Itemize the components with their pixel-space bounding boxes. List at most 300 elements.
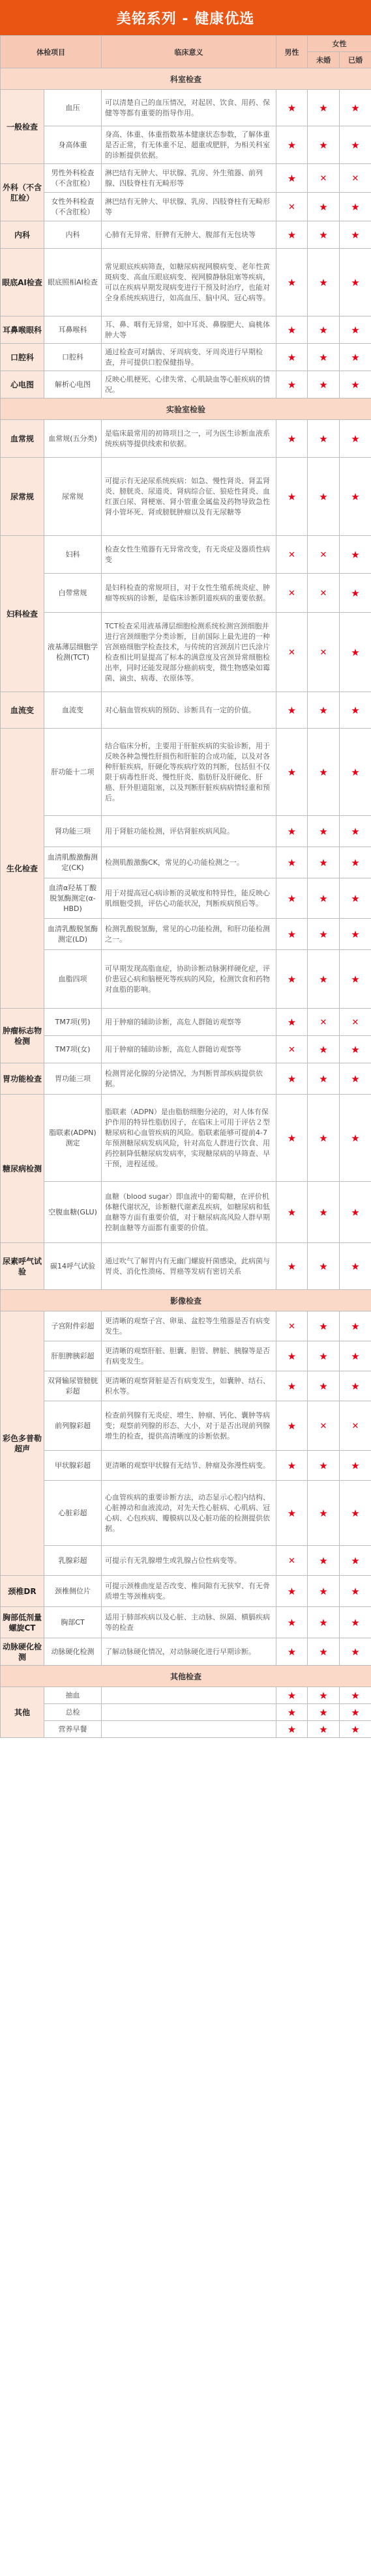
unmarried-mark: [308, 613, 340, 692]
item-cell: 甲状腺彩超: [44, 1451, 102, 1481]
unmarried-mark: [308, 1063, 340, 1095]
item-cell: 身高体重: [44, 126, 102, 164]
meaning-cell: 血糖（blood sugar）即血液中的葡萄糖，在评价机体糖代谢状况，诊断糖代谢紊乱疾病，如糖尿病和低血糖等方面有重要价值，对于糖尿病高风险人群早期控制血糖等方面都有重要的价值。: [102, 1182, 276, 1243]
table-row: [1, 847, 371, 878]
item-cell: 女性外科检查（不含肛检）: [44, 193, 102, 221]
table-row: [1, 164, 371, 193]
item-cell: 血清肌酸激酶测定(CK): [44, 847, 102, 878]
star-mark-icon: ★: [319, 928, 328, 940]
table-row: [1, 1546, 371, 1576]
star-mark-icon: ★: [287, 1072, 297, 1085]
table-row: [1, 420, 371, 458]
table-row: [1, 316, 371, 344]
meaning-cell: 反映心肌梗死、心律失常、心肌缺血等心脏疾病的情况。: [102, 371, 276, 399]
unmarried-mark: [308, 729, 340, 816]
table-row: [1, 1607, 371, 1638]
cross-mark-icon: ✕: [288, 1556, 295, 1566]
table-row: [1, 1063, 371, 1095]
star-mark-icon: ★: [287, 351, 297, 363]
table-row: [1, 1576, 371, 1607]
table-row: [1, 1095, 371, 1182]
star-mark-icon: ★: [287, 1645, 297, 1658]
star-mark-icon: ★: [351, 229, 360, 241]
unmarried-mark: [308, 847, 340, 878]
star-mark-icon: ★: [351, 324, 360, 336]
item-cell: 空腹血糖(GLU): [44, 1182, 102, 1243]
header-meaning: 临床意义: [102, 36, 276, 68]
category-cell: 动脉硬化检测: [1, 1638, 44, 1666]
meaning-cell: 身高、体重、体重指数基本健康状态参数，了解体重是否正常，有无体重不足、超重或肥胖，为相关科室的诊断提供依据。: [102, 126, 276, 164]
married-mark: [340, 1638, 371, 1666]
unmarried-mark: [308, 574, 340, 613]
meaning-cell: 可提示颈椎曲度是否改变、椎间隙有无狭窄、有无骨质增生等颈椎病变。: [102, 1576, 276, 1607]
male-mark: [276, 1182, 308, 1243]
table-row: [1, 221, 371, 249]
married-mark: [340, 1095, 371, 1182]
star-mark-icon: ★: [319, 276, 328, 288]
meaning-cell: 了解动脉硬化情况，对动脉硬化进行早期诊断。: [102, 1638, 276, 1666]
star-mark-icon: ★: [351, 973, 360, 985]
star-mark-icon: ★: [319, 825, 328, 837]
married-mark: [340, 536, 371, 574]
married-mark: [340, 574, 371, 613]
unmarried-mark: [308, 1546, 340, 1576]
section-row: [1, 68, 371, 90]
star-mark-icon: ★: [319, 892, 328, 904]
category-cell: 妇科检查: [1, 536, 44, 692]
male-mark: [276, 1311, 308, 1341]
unmarried-mark: [308, 344, 340, 371]
header-unmarried: 未婚: [308, 52, 340, 68]
meaning-cell: TCT检查采用液基薄层细胞检测系统检测宫颈细胞并进行宫颈细胞学分类诊断，目前国际上最先进的一种宫颈癌细胞学检查技术，与传统的宫颈刮片巴氏涂片检查相比明显提高了标本的满意度及宫颈异常细胞检出率，同时还能发现部分癌前病变，微生物感染如霉菌、滴虫、病毒、衣原体等。: [102, 613, 276, 692]
category-cell: 胃功能检查: [1, 1063, 44, 1095]
married-mark: [340, 420, 371, 458]
item-cell: 前列腺彩超: [44, 1401, 102, 1451]
meaning-cell: 是妇科检查的常规项目，对于女性生殖系统炎症、肿瘤等疾病的诊断，是临床诊断阴道疾病的重要依据。: [102, 574, 276, 613]
unmarried-mark: [308, 90, 340, 126]
item-cell: TM7项(女): [44, 1036, 102, 1063]
header-female: 女性: [308, 36, 371, 52]
male-mark: [276, 249, 308, 316]
item-cell: 妇科: [44, 536, 102, 574]
star-mark-icon: ★: [287, 378, 297, 391]
star-mark-icon: ★: [351, 1132, 360, 1144]
item-cell: 男性外科检查（不含肛检）: [44, 164, 102, 193]
married-mark: [340, 1721, 371, 1738]
star-mark-icon: ★: [287, 1585, 297, 1597]
star-mark-icon: ★: [351, 432, 360, 445]
star-mark-icon: ★: [319, 1689, 328, 1701]
male-mark: [276, 90, 308, 126]
star-mark-icon: ★: [319, 1320, 328, 1332]
star-mark-icon: ★: [287, 1132, 297, 1144]
male-mark: [276, 316, 308, 344]
male-mark: [276, 574, 308, 613]
star-mark-icon: ★: [351, 1616, 360, 1629]
male-mark: [276, 1607, 308, 1638]
item-cell: 总检: [44, 1704, 102, 1721]
item-cell: 口腔科: [44, 344, 102, 371]
star-mark-icon: ★: [287, 276, 297, 288]
category-cell: 口腔科: [1, 344, 44, 371]
married-mark: [340, 371, 371, 399]
star-mark-icon: ★: [319, 1554, 328, 1567]
cross-mark-icon: ✕: [351, 173, 359, 184]
star-mark-icon: ★: [351, 102, 360, 114]
male-mark: [276, 1546, 308, 1576]
male-mark: [276, 458, 308, 536]
table-row: [1, 950, 371, 1009]
star-mark-icon: ★: [287, 490, 297, 503]
male-mark: [276, 420, 308, 458]
meaning-cell: 淋巴结有无肿大、甲状腺、乳房、四肢脊柱有无畸形等: [102, 193, 276, 221]
unmarried-mark: [308, 249, 340, 316]
category-cell: 心电图: [1, 371, 44, 399]
married-mark: [340, 729, 371, 816]
header-married: 已婚: [340, 52, 371, 68]
star-mark-icon: ★: [351, 1350, 360, 1362]
married-mark: [340, 164, 371, 193]
married-mark: [340, 1607, 371, 1638]
star-mark-icon: ★: [319, 229, 328, 241]
male-mark: [276, 613, 308, 692]
item-cell: 营养早餐: [44, 1721, 102, 1738]
unmarried-mark: [308, 1371, 340, 1401]
category-cell: 糖尿病检测: [1, 1095, 44, 1243]
male-mark: [276, 878, 308, 919]
table-row: [1, 536, 371, 574]
male-mark: [276, 729, 308, 816]
table-row: [1, 729, 371, 816]
male-mark: [276, 1638, 308, 1666]
star-mark-icon: ★: [351, 1585, 360, 1597]
table-row: [1, 878, 371, 919]
star-mark-icon: ★: [319, 766, 328, 778]
package-table-body: [1, 68, 371, 1738]
item-cell: 耳鼻喉科: [44, 316, 102, 344]
cross-mark-icon: ✕: [319, 550, 327, 560]
married-mark: [340, 847, 371, 878]
star-mark-icon: ★: [287, 139, 297, 151]
unmarried-mark: [308, 164, 340, 193]
section-row: [1, 1666, 371, 1687]
meaning-cell: 可提示有无泌尿系统疾病：如急、慢性肾炎、肾盂肾炎、膀胱炎、尿道炎、肾病综合征、狼疮性肾炎、血红蛋白尿、肾梗塞、肾小管重金属盐及药物导致急性肾小管坏死、肾或膀胱肿瘤以及有无尿糖等: [102, 458, 276, 536]
category-cell: 血流变: [1, 692, 44, 729]
category-cell: 血常规: [1, 420, 44, 458]
star-mark-icon: ★: [351, 1320, 360, 1332]
star-mark-icon: ★: [287, 1689, 297, 1701]
star-mark-icon: ★: [351, 1706, 360, 1718]
table-row: [1, 1009, 371, 1036]
table-row: [1, 371, 371, 399]
table-row: [1, 1182, 371, 1243]
male-mark: [276, 1687, 308, 1704]
star-mark-icon: ★: [351, 825, 360, 837]
star-mark-icon: ★: [287, 766, 297, 778]
star-mark-icon: ★: [351, 1043, 360, 1056]
table-row: [1, 574, 371, 613]
star-mark-icon: ★: [319, 1043, 328, 1056]
star-mark-icon: ★: [319, 1616, 328, 1629]
star-mark-icon: ★: [351, 646, 360, 658]
cross-mark-icon: ✕: [288, 1321, 295, 1332]
male-mark: [276, 344, 308, 371]
item-cell: 眼底照相AI检查: [44, 249, 102, 316]
male-mark: [276, 692, 308, 729]
male-mark: [276, 371, 308, 399]
star-mark-icon: ★: [319, 1350, 328, 1362]
star-mark-icon: ★: [351, 766, 360, 778]
star-mark-icon: ★: [319, 432, 328, 445]
male-mark: [276, 1401, 308, 1451]
star-mark-icon: ★: [351, 139, 360, 151]
unmarried-mark: [308, 1576, 340, 1607]
cross-mark-icon: ✕: [288, 647, 295, 658]
item-cell: 肝功能十二项: [44, 729, 102, 816]
cross-mark-icon: ✕: [351, 1017, 359, 1028]
male-mark: [276, 164, 308, 193]
category-cell: 其他: [1, 1687, 44, 1738]
category-cell: 颈椎DR: [1, 1576, 44, 1607]
meaning-cell: 更清晰的观察肾脏是否有病变发生，如囊肿、结石、积水等。: [102, 1371, 276, 1401]
table-row: [1, 458, 371, 536]
unmarried-mark: [308, 1481, 340, 1546]
item-cell: 肾功能三项: [44, 816, 102, 847]
section-row: [1, 1290, 371, 1311]
meaning-cell: 脂联素（ADPN）是由脂肪细胞分泌的，对人体有保护作用的特异性脂肪因子，在临床上可用于评估２型糖尿病和心血管疾病的风险。脂联素能够可提前4-7年预测糖尿病发病风险，针对高危人群进行饮食、用药控制降低糖尿病发病率，实现糖尿病的早筛查、早干预，进程延缓。: [102, 1095, 276, 1182]
star-mark-icon: ★: [319, 704, 328, 716]
item-cell: 胃功能三项: [44, 1063, 102, 1095]
unmarried-mark: [308, 1704, 340, 1721]
star-mark-icon: ★: [351, 892, 360, 904]
married-mark: [340, 878, 371, 919]
header-category: 体检项目: [1, 36, 102, 68]
star-mark-icon: ★: [351, 856, 360, 869]
category-cell: 尿素呼气试验: [1, 1243, 44, 1290]
unmarried-mark: [308, 371, 340, 399]
item-cell: 血脂四项: [44, 950, 102, 1009]
meaning-cell: 检测乳酸脱氢酶，常见的心功能检测，和肝功能检测之一。: [102, 919, 276, 950]
married-mark: [340, 221, 371, 249]
married-mark: [340, 1704, 371, 1721]
section-title: 其他检查: [1, 1666, 371, 1687]
unmarried-mark: [308, 816, 340, 847]
unmarried-mark: [308, 1009, 340, 1036]
table-row: [1, 1341, 371, 1371]
meaning-cell: 检查女性生殖器有无异常改变，有无炎症及器质性病变: [102, 536, 276, 574]
category-cell: 一般检查: [1, 90, 44, 164]
meaning-cell: [102, 1704, 276, 1721]
star-mark-icon: ★: [351, 928, 360, 940]
unmarried-mark: [308, 420, 340, 458]
table-row: [1, 1243, 371, 1290]
married-mark: [340, 816, 371, 847]
married-mark: [340, 90, 371, 126]
star-mark-icon: ★: [351, 1645, 360, 1658]
meaning-cell: 更清晰的观察子宫、卵巢、盆腔等生殖器是否有病变发生。: [102, 1311, 276, 1341]
star-mark-icon: ★: [351, 1459, 360, 1472]
star-mark-icon: ★: [351, 1507, 360, 1519]
star-mark-icon: ★: [319, 856, 328, 869]
item-cell: 内科: [44, 221, 102, 249]
star-mark-icon: ★: [287, 1507, 297, 1519]
category-cell: 胸部低剂量螺旋CT: [1, 1607, 44, 1638]
cross-mark-icon: ✕: [351, 1421, 359, 1431]
star-mark-icon: ★: [287, 1380, 297, 1392]
male-mark: [276, 1009, 308, 1036]
table-row: [1, 816, 371, 847]
married-mark: [340, 344, 371, 371]
section-title: 科室检查: [1, 68, 371, 90]
star-mark-icon: ★: [319, 1459, 328, 1472]
male-mark: [276, 950, 308, 1009]
star-mark-icon: ★: [319, 1380, 328, 1392]
table-row: [1, 1311, 371, 1341]
category-cell: 尿常规: [1, 458, 44, 536]
item-cell: 肝胆脾胰彩超: [44, 1341, 102, 1371]
star-mark-icon: ★: [319, 1645, 328, 1658]
star-mark-icon: ★: [319, 378, 328, 391]
married-mark: [340, 1341, 371, 1371]
unmarried-mark: [308, 919, 340, 950]
category-cell: 眼底AI检查: [1, 249, 44, 316]
table-row: [1, 344, 371, 371]
item-cell: 动脉硬化检测: [44, 1638, 102, 1666]
meaning-cell: 可以清楚自己的血压情况，对起居、饮食、用药、保健等等都有重要的指导作用。: [102, 90, 276, 126]
table-row: [1, 613, 371, 692]
meaning-cell: 用于肿瘤的辅助诊断，高危人群随访观察等: [102, 1036, 276, 1063]
header-male: 男性: [276, 36, 308, 68]
item-cell: 血流变: [44, 692, 102, 729]
meaning-cell: 通过检查可对龋齿、牙周病变、牙周炎进行早期检查，并可提供口腔保健指导。: [102, 344, 276, 371]
item-cell: 双肾输尿管膀胱彩超: [44, 1371, 102, 1401]
unmarried-mark: [308, 536, 340, 574]
star-mark-icon: ★: [351, 1723, 360, 1735]
item-cell: 液基薄层细胞学检测(TCT): [44, 613, 102, 692]
section-title: 影像检查: [1, 1290, 371, 1311]
unmarried-mark: [308, 126, 340, 164]
male-mark: [276, 1576, 308, 1607]
item-cell: 乳腺彩超: [44, 1546, 102, 1576]
unmarried-mark: [308, 1095, 340, 1182]
table-row: [1, 1481, 371, 1546]
married-mark: [340, 1009, 371, 1036]
star-mark-icon: ★: [287, 928, 297, 940]
meaning-cell: 结合临床分析，主要用于肝脏疾病的实验诊断，用于反映各种急慢性肝损伤和肝脏的合成功能，以及对各种肝脏疾病，肝硬化等疾病疗效的判断，包括但不仅限于病毒性肝炎、慢性肝炎、脂肪肝及肝硬化、肝癌、肝外胆道阻塞，以及判断肝脏疾病病情轻重和预后。: [102, 729, 276, 816]
star-mark-icon: ★: [319, 490, 328, 503]
item-cell: 血清α羟基丁酸脱氢酶测定(α-HBD): [44, 878, 102, 919]
meaning-cell: 适用于肺部疾病以及心脏、主动脉、纵隔、横膈疾病等的检查: [102, 1607, 276, 1638]
married-mark: [340, 1036, 371, 1063]
cross-mark-icon: ✕: [319, 1421, 327, 1431]
cross-mark-icon: ✕: [319, 588, 327, 598]
star-mark-icon: ★: [351, 351, 360, 363]
male-mark: [276, 1036, 308, 1063]
table-row: [1, 193, 371, 221]
item-cell: 解析心电图: [44, 371, 102, 399]
table-row: [1, 919, 371, 950]
star-mark-icon: ★: [287, 825, 297, 837]
cross-mark-icon: ✕: [288, 202, 295, 212]
cross-mark-icon: ✕: [288, 1044, 295, 1055]
item-cell: 心脏彩超: [44, 1481, 102, 1546]
star-mark-icon: ★: [351, 1689, 360, 1701]
meaning-cell: 检测肌酸激酶CK，常见的心功能检测之一。: [102, 847, 276, 878]
item-cell: 脂联素(ADPN)测定: [44, 1095, 102, 1182]
married-mark: [340, 692, 371, 729]
star-mark-icon: ★: [319, 1723, 328, 1735]
item-cell: 胸部CT: [44, 1607, 102, 1638]
meaning-cell: 可提示有无乳腺增生或乳腺占位性病变等。: [102, 1546, 276, 1576]
married-mark: [340, 1451, 371, 1481]
unmarried-mark: [308, 1607, 340, 1638]
married-mark: [340, 458, 371, 536]
married-mark: [340, 1687, 371, 1704]
star-mark-icon: ★: [287, 1206, 297, 1218]
male-mark: [276, 536, 308, 574]
unmarried-mark: [308, 1638, 340, 1666]
star-mark-icon: ★: [287, 1706, 297, 1718]
category-cell: 外科（不含肛检）: [1, 164, 44, 221]
star-mark-icon: ★: [319, 102, 328, 114]
meaning-cell: 用于对提高冠心病诊断的灵敏度和特异性，能反映心肌细胞受损，评估心功能状况，判断疾病预后等。: [102, 878, 276, 919]
star-mark-icon: ★: [351, 378, 360, 391]
section-row: [1, 399, 371, 420]
star-mark-icon: ★: [319, 973, 328, 985]
cross-mark-icon: ✕: [288, 588, 295, 598]
star-mark-icon: ★: [287, 704, 297, 716]
star-mark-icon: ★: [287, 856, 297, 869]
married-mark: [340, 1401, 371, 1451]
unmarried-mark: [308, 1687, 340, 1704]
star-mark-icon: ★: [351, 1554, 360, 1567]
star-mark-icon: ★: [287, 102, 297, 114]
married-mark: [340, 919, 371, 950]
married-mark: [340, 1182, 371, 1243]
star-mark-icon: ★: [287, 229, 297, 241]
meaning-cell: 心血管疾病的重要诊断方法，动态显示心腔内结构、心脏搏动和血液流动，对先天性心脏病、心肌病、冠心病、心包疾病、瓣膜病以及心脏功能的检测提供依据。: [102, 1481, 276, 1546]
cross-mark-icon: ✕: [319, 647, 327, 658]
section-title: 实验室检验: [1, 399, 371, 420]
married-mark: [340, 1481, 371, 1546]
meaning-cell: 心肺有无异常、肝脾有无肿大、腹部有无包块等: [102, 221, 276, 249]
unmarried-mark: [308, 950, 340, 1009]
table-row: [1, 1371, 371, 1401]
married-mark: [340, 126, 371, 164]
star-mark-icon: ★: [319, 1132, 328, 1144]
meaning-cell: 通过吹气了解胃内有无幽门螺旋杆菌感染，此病菌与胃炎、消化性溃疡、胃癌等发病有密切关系: [102, 1243, 276, 1290]
star-mark-icon: ★: [319, 1706, 328, 1718]
table-row: [1, 126, 371, 164]
item-cell: 碳14呼气试验: [44, 1243, 102, 1290]
package-table: [0, 35, 371, 1738]
star-mark-icon: ★: [319, 351, 328, 363]
star-mark-icon: ★: [351, 587, 360, 599]
star-mark-icon: ★: [319, 139, 328, 151]
meaning-cell: 可早期发现高脂血症，协助诊断动脉粥样硬化症，评价患冠心病和脑梗死等疾病的风险，检测饮食和药物对血脂的影响。: [102, 950, 276, 1009]
star-mark-icon: ★: [287, 1350, 297, 1362]
item-cell: 子宫附件彩超: [44, 1311, 102, 1341]
star-mark-icon: ★: [351, 548, 360, 561]
meaning-cell: [102, 1687, 276, 1704]
married-mark: [340, 249, 371, 316]
item-cell: 尿常规: [44, 458, 102, 536]
table-row: [1, 249, 371, 316]
married-mark: [340, 1311, 371, 1341]
category-cell: 耳鼻喉眼科: [1, 316, 44, 344]
star-mark-icon: ★: [319, 1507, 328, 1519]
category-cell: 内科: [1, 221, 44, 249]
